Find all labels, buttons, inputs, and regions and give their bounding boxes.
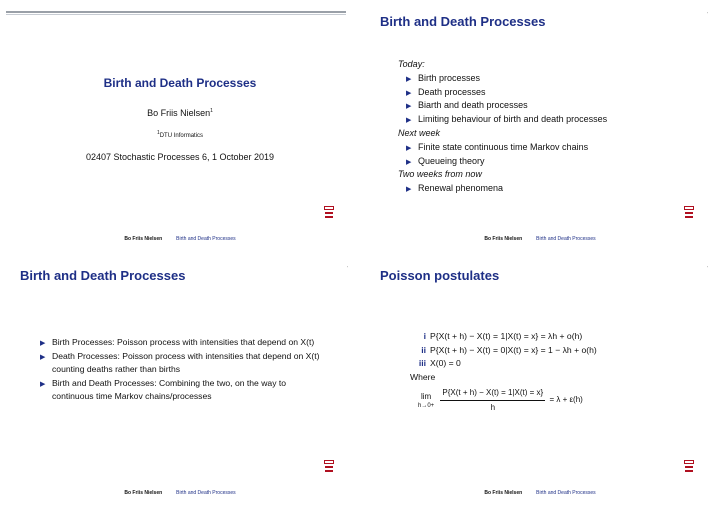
postulate-row <box>410 330 597 344</box>
author-line <box>6 108 354 118</box>
limit-equation <box>418 386 597 414</box>
list-item: ▶ Death processes <box>406 86 607 100</box>
two-weeks-label: Two weeks from now <box>398 169 482 180</box>
footer <box>6 236 354 242</box>
author-affil-mark: 1 <box>210 108 213 114</box>
slide-main-title: Birth and Death Processes <box>103 76 257 90</box>
footer <box>366 236 714 242</box>
fraction <box>440 386 545 414</box>
footer-title: Birth and Death Processes <box>536 236 596 242</box>
institution-name: DTU Informatics <box>159 133 204 139</box>
page-mark: ' <box>707 12 708 18</box>
slide-poisson-postulates <box>366 260 714 503</box>
footer-author: Bo Friis Nielsen <box>124 236 163 242</box>
postulates-body <box>410 330 597 414</box>
header-rule-thin <box>6 14 346 15</box>
overview-list <box>40 336 330 404</box>
footer-title: Birth and Death Processes <box>536 490 596 496</box>
list-item: ▶ Renewal phenomena <box>406 182 607 196</box>
today-list <box>398 72 607 127</box>
limit-word: lim <box>420 391 432 401</box>
footer-author: Bo Friis Nielsen <box>484 490 523 496</box>
footer-title: Birth and Death Processes <box>176 490 236 496</box>
footer <box>6 490 354 496</box>
list-item: ▶ Biarth and death processes <box>406 99 607 113</box>
postulate-formula: P{X(t + h) − X(t) = 0|X(t) = x} = 1 − λh + o(h) <box>430 344 597 355</box>
postulate-number: iii <box>418 358 426 368</box>
slide-heading: Birth and Death Processes <box>380 14 546 29</box>
footer-title: Birth and Death Processes <box>176 236 236 242</box>
two-weeks-list <box>398 182 607 196</box>
slide-heading: Birth and Death Processes <box>20 268 186 283</box>
dtu-logo-icon <box>684 206 694 220</box>
limit-subscript: h→0+ <box>418 403 435 410</box>
fraction-numerator: P{X(t + h) − X(t) = 1|X(t) = x} <box>440 386 545 401</box>
postulate-formula: X(0) = 0 <box>430 358 461 368</box>
page-mark: ' <box>707 266 708 272</box>
limit-operator <box>418 390 434 411</box>
list-item: ▶ Death Processes: Poisson process with intensities that depend on X(t) counting deaths rather than births <box>40 350 330 377</box>
dtu-logo-icon <box>324 460 334 474</box>
dtu-logo-icon <box>324 206 334 220</box>
institution-line <box>6 130 354 139</box>
author-name: Bo Friis Nielsen <box>147 108 211 118</box>
list-item: ▶ Finite state continuous time Markov chains <box>406 141 607 155</box>
dtu-logo-icon <box>684 460 694 474</box>
slide-agenda <box>366 6 714 249</box>
footer <box>366 490 714 496</box>
postulate-number: i <box>423 331 426 341</box>
today-label: Today: <box>398 59 425 69</box>
slide-title <box>6 6 354 249</box>
next-week-list <box>398 141 607 169</box>
list-item: ▶ Queueing theory <box>406 155 607 169</box>
postulate-formula: P{X(t + h) − X(t) = 1|X(t) = x} = λh + o(h) <box>430 331 583 341</box>
header-rule <box>6 11 346 13</box>
postulate-number: ii <box>421 344 426 355</box>
list-item: ▶ Birth and Death Processes: Combining the two, on the way to continuous time Markov chains/processes <box>40 377 330 404</box>
footer-author: Bo Friis Nielsen <box>484 236 523 242</box>
where-label: Where <box>410 371 436 382</box>
course-line: 02407 Stochastic Processes 6, 1 October 2019 <box>85 152 275 162</box>
slide-heading: Poisson postulates <box>380 268 500 283</box>
list-item: ▶ Birth processes <box>406 72 607 86</box>
fraction-denominator: h <box>490 402 496 412</box>
list-item: ▶ Limiting behaviour of birth and death processes <box>406 113 607 127</box>
list-item: ▶ Birth Processes: Poisson process with intensities that depend on X(t) <box>40 336 330 350</box>
footer-author: Bo Friis Nielsen <box>124 490 163 496</box>
overview-body <box>40 336 330 404</box>
institution-affil-mark: 1 <box>156 130 160 136</box>
postulate-row <box>410 357 597 371</box>
next-week-label: Next week <box>398 127 441 138</box>
agenda-body <box>398 58 607 196</box>
page-mark: ' <box>347 266 348 272</box>
limit-rhs: = λ + ε(h) <box>549 395 583 405</box>
slide-overview <box>6 260 354 503</box>
postulate-row <box>410 344 597 358</box>
